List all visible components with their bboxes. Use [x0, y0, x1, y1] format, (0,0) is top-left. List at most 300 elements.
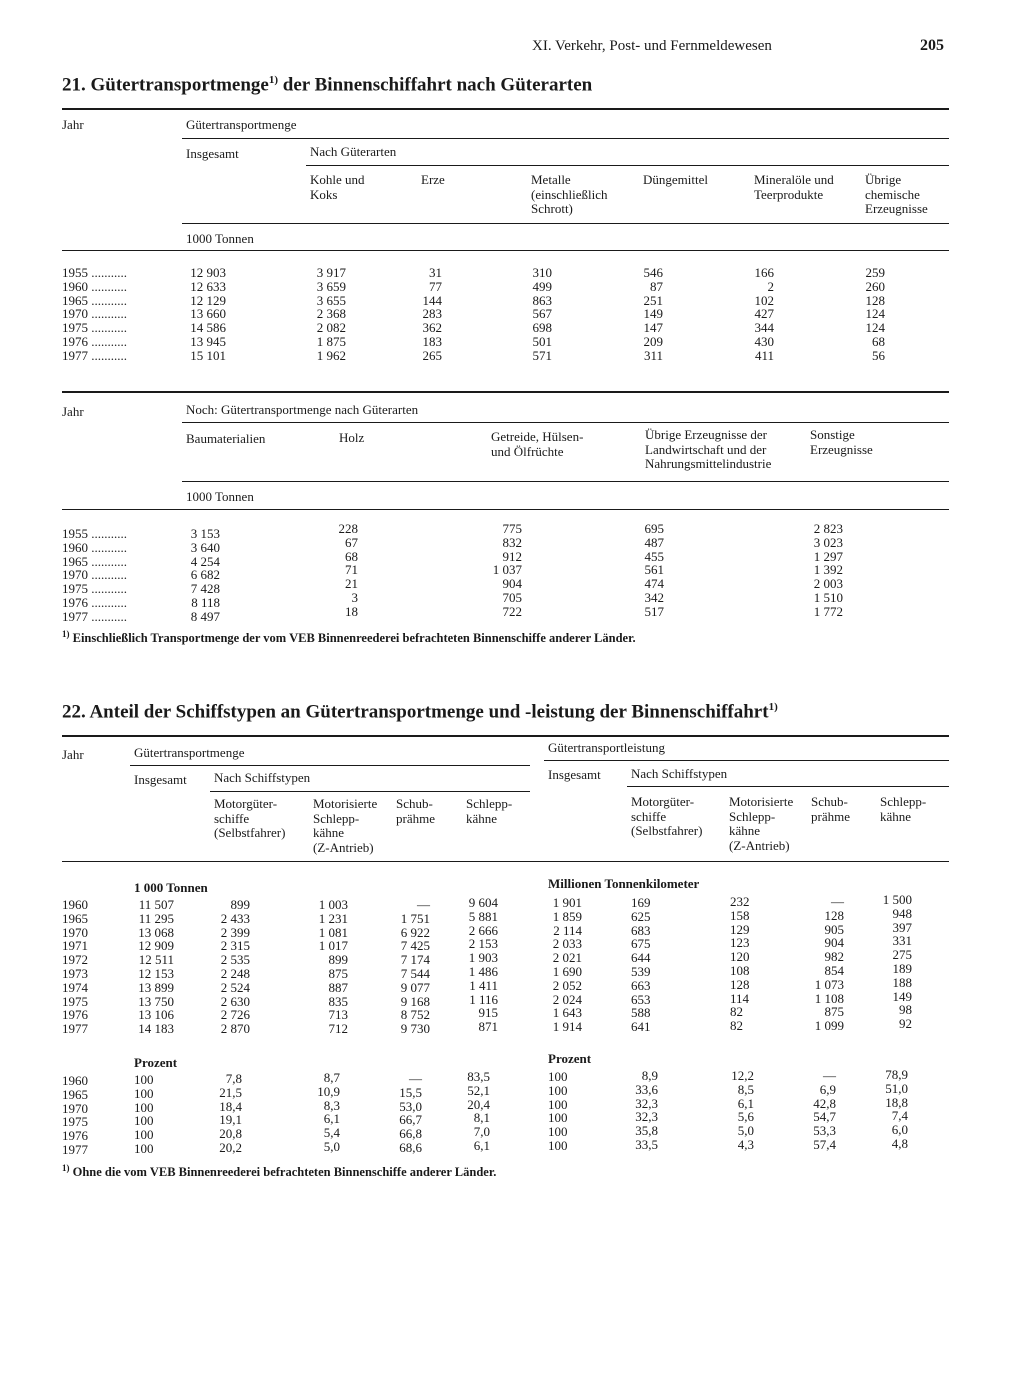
table-cell: 1965 — [62, 910, 88, 926]
table-cell: 1965 — [62, 1086, 88, 1102]
table-cell: 546 — [643, 265, 663, 280]
table-cell: 1977 — [62, 1021, 88, 1037]
t22-col-l-mschl — [730, 895, 750, 1033]
table-cell: 887 — [328, 979, 348, 995]
t21-col-mineral — [754, 266, 774, 363]
t22-col-pm-motor — [212, 1072, 242, 1155]
table-cell: 427 — [754, 306, 774, 322]
table-cell: 12 153 — [138, 965, 174, 981]
t21-col-kohle — [310, 266, 346, 363]
table-cell: 588 — [631, 1005, 651, 1021]
table-cell: 499 — [532, 278, 552, 294]
table-cell: 251 — [643, 292, 663, 308]
t22-col-m-motor — [212, 898, 250, 1036]
table-cell: 149 — [643, 306, 663, 322]
table-cell: — — [823, 1068, 836, 1083]
t22-h-leistung: Gütertransportleistung — [548, 740, 665, 755]
table-cell: 209 — [643, 333, 663, 349]
table-cell: — — [409, 1071, 422, 1086]
t21-footnote: $^{1)}$ Einschließlich Transportmenge der vom VEB Binnenreederei befrachteten Binnenschiffe anderer Länder. — [62, 629, 636, 646]
table-cell: 31 — [429, 265, 442, 280]
table-cell: 1 962 — [316, 347, 346, 363]
table-cell: 100 — [134, 1140, 154, 1156]
t22-h-mschl-leistung: Motorisierte Schlepp- kähne (Z-Antrieb) — [729, 794, 794, 853]
table-cell: 5 881 — [468, 908, 498, 924]
table-cell: 875 — [328, 965, 348, 981]
t22-col-pl-schub — [804, 1069, 836, 1152]
table-cell: 625 — [631, 908, 651, 924]
table-cell: 14 183 — [138, 1021, 174, 1037]
table-cell: 56 — [872, 347, 885, 363]
table-cell: 20,2 — [219, 1139, 242, 1155]
table-cell: 92 — [899, 1016, 912, 1032]
table-cell: 183 — [422, 333, 442, 349]
t21b-h-getreide: Getreide, Hülsen- und Ölfrüchte — [491, 429, 584, 459]
table-cell: 1 486 — [468, 963, 498, 979]
table-cell: 67 — [345, 534, 358, 550]
table-cell: 8 752 — [400, 1007, 430, 1023]
table-cell: 501 — [532, 333, 552, 349]
table-cell: 128 — [865, 292, 885, 308]
t22-h-jahr: Jahr — [62, 747, 84, 762]
table-cell: — — [831, 894, 844, 909]
table-cell: 863 — [532, 292, 552, 308]
table-cell: 2 823 — [813, 521, 843, 536]
table-cell: 1 081 — [318, 924, 348, 940]
t22-col-pl-motor — [626, 1069, 658, 1152]
table-cell: 129 — [730, 921, 750, 937]
t22-col-m-ins — [132, 898, 174, 1036]
table-cell: 283 — [422, 306, 442, 322]
t21-col-erze — [422, 266, 442, 363]
table-cell: 1 099 — [814, 1018, 844, 1034]
table-cell: 12 633 — [190, 278, 226, 294]
t21b-col-bau — [184, 527, 220, 624]
table-cell: 2 630 — [220, 993, 250, 1009]
table-cell: 128 — [730, 976, 750, 992]
table-cell: 1 903 — [468, 950, 498, 966]
table-cell: 77 — [429, 278, 442, 294]
table-cell: 100 — [548, 1110, 568, 1126]
table-cell: 33,5 — [635, 1136, 658, 1152]
table-cell: 5,0 — [323, 1138, 340, 1154]
table-cell: 5,4 — [323, 1125, 340, 1141]
table-cell: 1970 ........... — [62, 306, 127, 322]
table-cell: 2 726 — [220, 1007, 250, 1023]
table-cell: 100 — [548, 1082, 568, 1098]
table-cell: 78,9 — [885, 1067, 908, 1082]
t21-unit: 1000 Tonnen — [186, 231, 254, 246]
t22-h-schub-menge: Schub- prähme — [396, 796, 435, 826]
table-cell: 1977 — [62, 1141, 88, 1157]
table-cell: 21 — [345, 576, 358, 592]
table-cell: 1 003 — [318, 897, 348, 912]
table-cell: 100 — [134, 1127, 154, 1143]
table-cell: 713 — [328, 1007, 348, 1023]
t21b-h-jahr: Jahr — [62, 404, 84, 419]
table-cell: 9 077 — [400, 979, 430, 995]
table-cell: 1 392 — [813, 562, 843, 578]
table-cell: 7,8 — [225, 1071, 242, 1086]
table-cell: 12 909 — [138, 938, 174, 954]
t22-col-pl-ins — [548, 1070, 568, 1153]
t21-col-metalle — [532, 266, 552, 363]
table-cell: 166 — [754, 265, 774, 280]
table-cell: 10,9 — [317, 1083, 340, 1099]
t22-h-schl-leistung: Schlepp- kähne — [880, 794, 927, 824]
t21-h-mineraloele: Mineralöle und Teerprodukte — [754, 172, 834, 202]
table-cell: 1973 — [62, 965, 88, 981]
table-cell: 8 118 — [191, 594, 220, 610]
table-cell: 124 — [865, 320, 885, 336]
table-cell: 3 655 — [316, 292, 346, 308]
table-cell: 20,8 — [219, 1126, 242, 1142]
t22-col-m-mschl — [310, 898, 348, 1036]
table-cell: 311 — [643, 347, 663, 363]
t21-h-guetertransportmenge: Gütertransportmenge — [186, 117, 297, 132]
table-cell: 2 248 — [220, 965, 250, 981]
table-cell: 915 — [478, 1005, 498, 1021]
table-cell: 675 — [631, 936, 651, 952]
table-cell: 430 — [754, 333, 774, 349]
table-cell: 487 — [644, 534, 664, 550]
t21-h-nach-gueterarten: Nach Güterarten — [310, 144, 397, 159]
table-cell: 7,4 — [891, 1108, 908, 1124]
table-cell: 12 511 — [138, 952, 174, 968]
table-cell: 2 052 — [552, 977, 582, 993]
t22-col-l-ins — [546, 896, 582, 1034]
table-cell: 2 433 — [220, 910, 250, 926]
table-cell: 42,8 — [813, 1095, 836, 1111]
table-cell: 1 914 — [552, 1019, 582, 1035]
t22-col-pm-ins — [134, 1073, 154, 1156]
table-cell: 7 428 — [190, 581, 220, 597]
table-cell: 8,9 — [641, 1068, 658, 1083]
table-cell: 722 — [502, 603, 522, 619]
table-cell: 1975 — [62, 993, 88, 1009]
table-cell: 98 — [899, 1002, 912, 1018]
table-cell: 68 — [345, 548, 358, 564]
table-cell: 517 — [644, 603, 664, 619]
table-cell: 18,4 — [219, 1098, 242, 1114]
table-cell: 3 153 — [190, 526, 220, 541]
table-cell: 5,0 — [737, 1123, 754, 1139]
t22-h-nach-leistung: Nach Schiffstypen — [631, 766, 728, 781]
table-cell: 1974 — [62, 979, 88, 995]
table-cell: 775 — [502, 521, 522, 536]
t22-h-schl-menge: Schlepp- kähne — [466, 796, 513, 826]
table-cell: 1975 ........... — [62, 581, 127, 597]
table-cell: 712 — [328, 1021, 348, 1037]
table-cell: 1965 ........... — [62, 292, 127, 308]
table-cell: 3 659 — [316, 278, 346, 294]
table-cell: 8,7 — [323, 1070, 340, 1085]
table-cell: 1976 — [62, 1128, 88, 1144]
table-cell: 2 666 — [468, 922, 498, 938]
table-cell: 100 — [134, 1113, 154, 1129]
table-cell: 7,0 — [473, 1124, 490, 1140]
table-cell: 57,4 — [813, 1136, 836, 1152]
table-cell: 912 — [502, 548, 522, 564]
table-cell: 1 500 — [882, 892, 912, 907]
table-cell: 641 — [631, 1019, 651, 1035]
table-cell: 2 153 — [468, 936, 498, 952]
table-cell: 1960 ........... — [62, 278, 127, 294]
table-cell: 904 — [824, 935, 844, 951]
table-cell: 1977 ........... — [62, 608, 127, 624]
t22-col-l-schl — [876, 893, 912, 1031]
table-cell: 82 — [730, 1004, 743, 1020]
table-cell: 32,3 — [635, 1095, 658, 1111]
table-cell: 9 168 — [400, 993, 430, 1009]
table-cell: 2 003 — [813, 576, 843, 592]
t22-col-pm-mschl — [310, 1071, 340, 1154]
t21-h-duengemittel: Düngemittel — [643, 172, 708, 187]
table-cell: 1955 ........... — [62, 265, 127, 280]
table-cell: 705 — [502, 589, 522, 605]
t22-h-insgesamt-leistung: Insgesamt — [548, 767, 601, 782]
table-cell: 108 — [730, 962, 750, 978]
t22-col-jahr-pct — [62, 1074, 88, 1157]
t22-unit-menge: 1 000 Tonnen — [134, 880, 208, 895]
table-cell: 15 101 — [190, 347, 226, 363]
table-cell: 232 — [730, 894, 750, 909]
table-cell: 871 — [478, 1019, 498, 1035]
table-cell: 260 — [865, 278, 885, 294]
table-cell: 344 — [754, 320, 774, 336]
table-cell: 13 106 — [138, 1007, 174, 1023]
table-cell: 9 730 — [400, 1021, 430, 1037]
table-cell: 123 — [730, 935, 750, 951]
table-cell: 362 — [422, 320, 442, 336]
table-cell: 71 — [345, 562, 358, 578]
table-cell: 1 116 — [469, 991, 498, 1007]
table-cell: 1976 — [62, 1007, 88, 1023]
t22-col-m-schub — [392, 898, 430, 1036]
table-cell: 567 — [532, 306, 552, 322]
t21b-h-sonstige: Sonstige Erzeugnisse — [810, 427, 873, 457]
table-cell: 1975 ........... — [62, 320, 127, 336]
table-cell: 149 — [892, 988, 912, 1004]
t22-h-schub-leistung: Schub- prähme — [811, 794, 850, 824]
table-cell: 3 — [351, 589, 358, 605]
running-header: XI. Verkehr, Post- und Fernmeldewesen — [532, 38, 772, 54]
table-cell: 147 — [643, 320, 663, 336]
table-cell: 1970 — [62, 1100, 88, 1116]
t22-col-pl-mschl — [722, 1069, 754, 1152]
table-cell: 13 068 — [138, 924, 174, 940]
table-cell: 102 — [754, 292, 774, 308]
table-cell: 3 640 — [190, 539, 220, 555]
table22-title: 22. Anteil der Schiffstypen an Gütertransportmenge und -leistung der Binnenschiffahrt$^{1)}$ — [62, 701, 778, 723]
table-cell: 905 — [824, 921, 844, 937]
t21-h-jahr: Jahr — [62, 117, 84, 132]
t22-col-pm-schl — [460, 1070, 490, 1153]
t21b-h-uebrige-erzeugnisse: Übrige Erzeugnisse der Landwirtschaft und der Nahrungsmittelindustrie — [645, 427, 772, 471]
table-cell: 663 — [631, 977, 651, 993]
table-cell: 15,5 — [399, 1084, 422, 1100]
table-cell: 6,1 — [473, 1137, 490, 1153]
t22-h-menge: Gütertransportmenge — [134, 745, 245, 760]
table-cell: 2 399 — [220, 924, 250, 940]
t21b-col-sonst — [805, 522, 843, 619]
table-cell: 189 — [892, 960, 912, 976]
t21-h-insgesamt: Insgesamt — [186, 146, 239, 161]
table-cell: 33,6 — [635, 1081, 658, 1097]
table-cell: 120 — [730, 949, 750, 965]
table21-top-rule — [62, 108, 949, 110]
table-cell: 169 — [631, 895, 651, 910]
t21-h-kohle: Kohle und Koks — [310, 172, 365, 202]
page-number: 205 — [920, 37, 944, 54]
table-cell: 11 507 — [138, 897, 174, 912]
table-cell: 100 — [548, 1137, 568, 1153]
table-cell: 1 859 — [552, 908, 582, 924]
t22-unit-prozent-menge: Prozent — [134, 1055, 178, 1070]
table-cell: 1 751 — [400, 910, 430, 926]
table-cell: 1976 ........... — [62, 333, 127, 349]
table-cell: 114 — [730, 990, 750, 1006]
table-cell: 128 — [824, 907, 844, 923]
table-cell: 265 — [422, 347, 442, 363]
table-cell: 1 643 — [552, 1005, 582, 1021]
table-cell: 455 — [644, 548, 664, 564]
table-cell: 13 660 — [190, 306, 226, 322]
table-cell: 7 544 — [400, 965, 430, 981]
t21b-unit: 1000 Tonnen — [186, 489, 254, 504]
table-cell: 12 903 — [190, 265, 226, 280]
t22-unit-prozent-leistung: Prozent — [548, 1051, 592, 1066]
table-cell: 1 510 — [813, 589, 843, 605]
table-cell: 6,1 — [323, 1111, 340, 1127]
table-cell: 7 174 — [400, 952, 430, 968]
table-cell: 13 899 — [138, 979, 174, 995]
table-cell: 12,2 — [731, 1068, 754, 1083]
table-cell: 832 — [502, 534, 522, 550]
table-cell: 683 — [631, 922, 651, 938]
table-cell: 899 — [230, 897, 250, 912]
table-cell: 1977 ........... — [62, 347, 127, 363]
t21b-h-noch: Noch: Gütertransportmenge nach Güterarten — [186, 402, 419, 417]
t22-col-m-schl — [458, 896, 498, 1034]
t21b-col-holz — [330, 522, 358, 619]
table-cell: 1 901 — [552, 895, 582, 910]
t22-footnote: $^{1)}$ Ohne die vom VEB Binnenreederei befrachteten Binnenschiffe anderer Länder. — [62, 1163, 497, 1180]
table-cell: 561 — [644, 562, 664, 578]
table-cell: 1 108 — [814, 990, 844, 1006]
table-cell: 4 254 — [190, 553, 220, 569]
t21-col-insgesamt — [184, 266, 226, 363]
t21b-col-jahr — [62, 527, 127, 624]
table-cell: 571 — [532, 347, 552, 363]
table-cell: 100 — [134, 1085, 154, 1101]
table-cell: 6 922 — [400, 924, 430, 940]
t21-h-metalle: Metalle (einschließlich Schrott) — [531, 172, 608, 216]
table-cell: 8 497 — [190, 608, 220, 624]
table-cell: 100 — [548, 1069, 568, 1084]
table-cell: 53,0 — [399, 1098, 422, 1114]
table-cell: 3 023 — [813, 534, 843, 550]
table-cell: 9 604 — [468, 895, 498, 910]
table-cell: 87 — [650, 278, 663, 294]
t21-h-chemische: Übrige chemische Erzeugnisse — [865, 172, 928, 216]
table-cell: 411 — [754, 347, 774, 363]
table-cell: 2 524 — [220, 979, 250, 995]
t22-col-pl-schl — [876, 1068, 908, 1151]
table-cell: — — [417, 897, 430, 912]
table-cell: 35,8 — [635, 1123, 658, 1139]
table-cell: 1971 — [62, 938, 88, 954]
table-cell: 21,5 — [219, 1084, 242, 1100]
table-cell: 52,1 — [467, 1082, 490, 1098]
t22-col-pm-schub — [392, 1072, 422, 1155]
table-cell: 982 — [824, 949, 844, 965]
table-cell: 259 — [865, 265, 885, 280]
table-cell: 1955 ........... — [62, 526, 127, 541]
t21b-h-bau: Baumaterialien — [186, 431, 266, 446]
table-cell: 6,0 — [891, 1122, 908, 1138]
table-cell: 2 — [767, 278, 774, 294]
table-cell: 1960 — [62, 1073, 88, 1088]
table-cell: 1976 ........... — [62, 594, 127, 610]
table-cell: 653 — [631, 991, 651, 1007]
table-cell: 4,8 — [891, 1135, 908, 1151]
table-cell: 695 — [644, 521, 664, 536]
t21-col-jahr — [62, 266, 127, 363]
table-cell: 100 — [548, 1096, 568, 1112]
table-cell: 13 750 — [138, 993, 174, 1009]
table-cell: 1 411 — [469, 977, 498, 993]
table-cell: 12 129 — [190, 292, 226, 308]
table-cell: 2 033 — [552, 936, 582, 952]
table-cell: 1 037 — [492, 562, 522, 578]
table-cell: 83,5 — [467, 1069, 490, 1084]
table-cell: 1 772 — [813, 603, 843, 619]
t22-h-mschl-menge: Motorisierte Schlepp- kähne (Z-Antrieb) — [313, 796, 378, 855]
table-cell: 644 — [631, 950, 651, 966]
table-cell: 4,3 — [737, 1136, 754, 1152]
table-cell: 2 315 — [220, 938, 250, 954]
table-cell: 66,8 — [399, 1126, 422, 1142]
table-cell: 2 535 — [220, 952, 250, 968]
table-cell: 1960 — [62, 897, 88, 912]
t22-h-motor-leistung: Motorgüter- schiffe (Selbstfahrer) — [631, 794, 703, 838]
table-cell: 54,7 — [813, 1109, 836, 1125]
table-cell: 1970 ........... — [62, 567, 127, 583]
table-cell: 68,6 — [399, 1139, 422, 1155]
table-cell: 310 — [532, 265, 552, 280]
t22-col-l-motor — [631, 896, 651, 1034]
t21b-h-holz: Holz — [339, 430, 365, 445]
table-cell: 474 — [644, 576, 664, 592]
table-cell: 32,3 — [635, 1109, 658, 1125]
t22-h-nach-menge: Nach Schiffstypen — [214, 770, 311, 785]
table-cell: 124 — [865, 306, 885, 322]
table-cell: 3 917 — [316, 265, 346, 280]
table-cell: 2 082 — [316, 320, 346, 336]
table-cell: 854 — [824, 962, 844, 978]
table-cell: 1970 — [62, 924, 88, 940]
table-cell: 397 — [892, 919, 912, 935]
table-cell: 1975 — [62, 1114, 88, 1130]
table-cell: 18 — [345, 603, 358, 619]
table-cell: 19,1 — [219, 1112, 242, 1128]
table-cell: 100 — [134, 1072, 154, 1087]
table-cell: 18,8 — [885, 1094, 908, 1110]
table-cell: 6,1 — [737, 1095, 754, 1111]
table-cell: 11 295 — [138, 910, 174, 926]
table-cell: 7 425 — [400, 938, 430, 954]
